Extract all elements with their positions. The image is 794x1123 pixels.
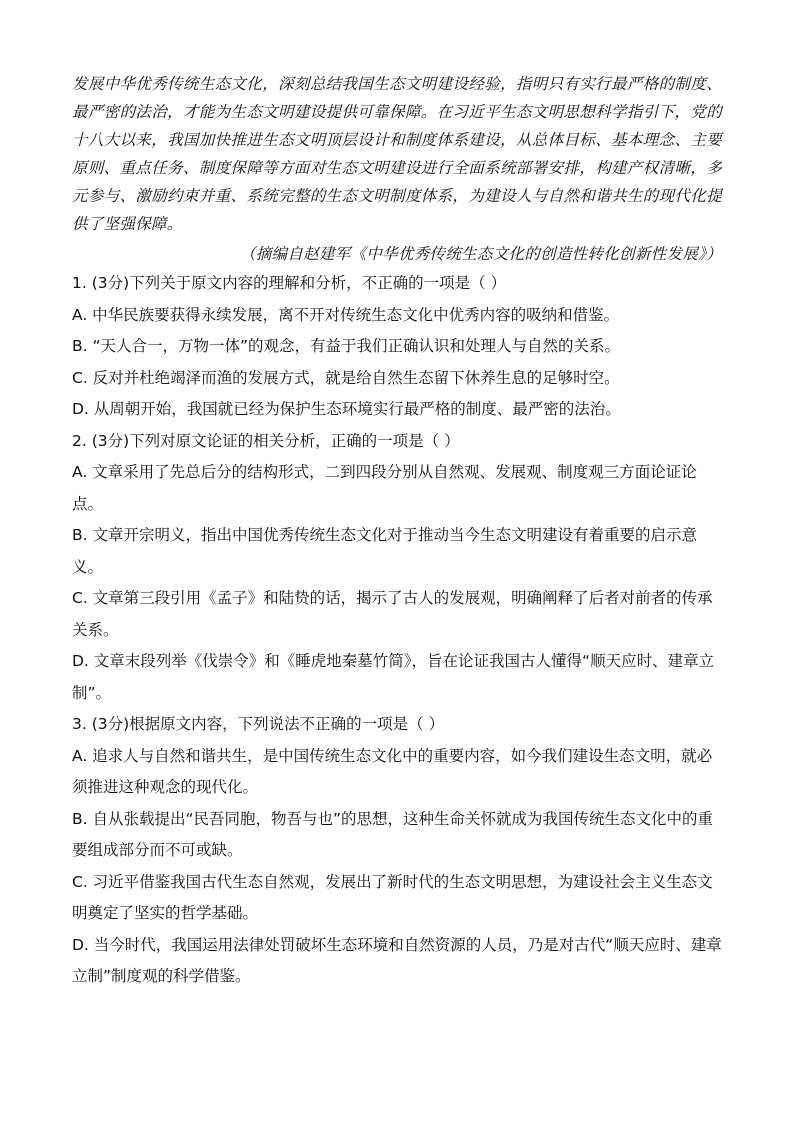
question-stem: 2. (3分)下列对原文论证的相关分析，正确的一项是（ ）: [72, 431, 460, 450]
option-a: A. 追求人与自然和谐共生，是中国传统生态文化中的重要内容，如今我们建设生态文明，就必须推进这种观念的现代化。: [72, 746, 713, 796]
option-b: B. “天人合一，万物一体”的观念，有益于我们正确认识和处理人与自然的关系。: [72, 337, 621, 355]
option-b: B. 自从张载提出“民吾同胞，物吾与也”的思想，这种生命关怀就成为我国传统生态文化中的重要组成部分而不可或缺。: [72, 809, 714, 859]
option-d: D. 当今时代，我国运用法律处罚破坏生态环境和自然资源的人员，乃是对古代“顺天应时、建章立制”制度观的科学借鉴。: [72, 935, 722, 985]
question-1: [72, 268, 722, 426]
option-b: B. 文章开宗明义，指出中国优秀传统生态文化对于推动当今生态文明建设有着重要的启示意义。: [72, 526, 697, 576]
question-stem: 1. (3分)下列关于原文内容的理解和分析，不正确的一项是（ ）: [72, 274, 507, 292]
option-c: C. 习近平借鉴我国古代生态自然观，发展出了新时代的生态文明思想，为建设社会主义生态文明奠定了坚实的哲学基础。: [72, 872, 713, 922]
passage-source: （摘编自赵建军《中华优秀传统生态文化的创造性转化创新性发展》）: [239, 245, 722, 263]
option-a: A. 中华民族要获得永续发展，离不开对传统生态文化中优秀内容的吸纳和借鉴。: [72, 305, 620, 324]
option-d: D. 从周朝开始，我国就已经为保护生态环境实行最严格的制度、最严密的法治。: [72, 400, 621, 418]
option-c: C. 反对并杜绝竭泽而渔的发展方式，就是给自然生态留下休养生息的足够时空。: [72, 368, 620, 387]
document-page: [72, 70, 722, 993]
passage: [72, 70, 722, 268]
option-d: D. 文章末段列举《伐崇令》和《睡虎地秦墓竹简》，旨在论证我国古人懂得“顺天应时、建章立制”。: [72, 652, 715, 702]
passage-paragraph: 发展中华优秀传统生态文化，深刻总结我国生态文明建设经验，指明只有实行最严格的制度、最严密的法治，才能为生态文明建设提供可靠保障。在习近平生态文明思想科学指引下，党的十八大以来，我国加快推进生态文明顶层设计和制度体系建设，从总体目标、基本理念、主要原则、重点任务、制度保障等方面对生态文明建设进行全面系统部署安排，构建产权清晰，多元参与、激励约束并重、系统完整的生态文明制度体系，为建设人与自然和谐共生的现代化提供了坚强保障。: [72, 75, 722, 233]
question-3: [72, 709, 722, 993]
option-c: C. 文章第三段引用《孟子》和陆贽的话，揭示了古人的发展观，明确阐释了后者对前者的传承关系。: [72, 589, 713, 639]
questions: [72, 268, 722, 993]
option-a: A. 文章采用了先总后分的结构形式，二到四段分别从自然观、发展观、制度观三方面论证论点。: [72, 463, 697, 513]
question-2: [72, 426, 722, 710]
question-stem: 3. (3分)根据原文内容，下列说法不正确的一项是（ ）: [72, 715, 445, 733]
